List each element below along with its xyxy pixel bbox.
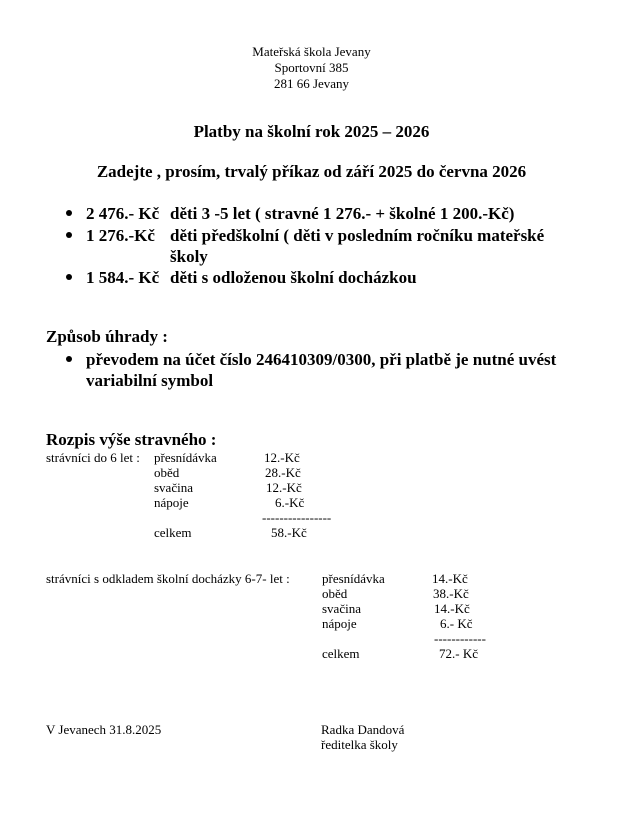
breakdown-heading: Rozpis výše stravného : <box>46 430 217 449</box>
place-date: V Jevanech 31.8.2025 <box>46 722 162 737</box>
meal-price: 6.- Kč <box>440 616 473 631</box>
bullet-icon <box>66 232 72 238</box>
meal-name: nápoje <box>322 616 357 631</box>
meal-name: přesnídávka <box>322 571 385 586</box>
fee-description: děti 3 -5 let ( stravné 1 276.- + školné 1 200.-Kč) <box>170 204 515 223</box>
total-price: 72.- Kč <box>439 646 478 661</box>
meal-price: 38.-Kč <box>433 586 469 601</box>
fee-amount: 1 584.- Kč <box>86 268 160 287</box>
fee-description-continued: školy <box>170 247 208 266</box>
school-city: 281 66 Jevany <box>273 76 350 91</box>
sum-separator: ---------------- <box>262 510 332 525</box>
school-name: Mateřská škola Jevany <box>252 44 371 59</box>
total-label: celkem <box>154 525 192 540</box>
meal-name: svačina <box>322 601 361 616</box>
page-title: Platby na školní rok 2025 – 2026 <box>193 122 430 141</box>
signatory-name: Radka Dandová <box>321 722 405 737</box>
sum-separator: ------------ <box>434 631 486 646</box>
total-label: celkem <box>322 646 360 661</box>
bullet-icon <box>66 356 72 362</box>
bullet-icon <box>66 210 72 216</box>
group-label: strávníci do 6 let : <box>46 450 140 465</box>
bullet-icon <box>66 274 72 280</box>
meal-name: svačina <box>154 480 193 495</box>
meal-price: 12.-Kč <box>266 480 302 495</box>
payment-heading: Způsob úhrady : <box>46 327 168 346</box>
meal-name: oběd <box>322 586 348 601</box>
group-label: strávníci s odkladem školní docházky 6-7- let : <box>46 571 290 586</box>
meal-price: 14.-Kč <box>432 571 468 586</box>
fee-description: děti s odloženou školní docházkou <box>170 268 417 287</box>
fee-amount: 2 476.- Kč <box>86 204 160 223</box>
meal-name: nápoje <box>154 495 189 510</box>
standing-order-note: Zadejte , prosím, trvalý příkaz od září 2025 do června 2026 <box>96 162 527 181</box>
meal-name: oběd <box>154 465 180 480</box>
meal-price: 14.-Kč <box>434 601 470 616</box>
payment-instruction: převodem na účet číslo 246410309/0300, při platbě je nutné uvést <box>86 350 557 369</box>
payment-instruction-continued: variabilní symbol <box>86 371 214 390</box>
school-street: Sportovní 385 <box>274 60 349 75</box>
meal-price: 6.-Kč <box>275 495 305 510</box>
fee-description: děti předškolní ( děti v posledním ročníku mateřské <box>170 226 545 245</box>
signatory-role: ředitelka školy <box>321 737 398 752</box>
total-price: 58.-Kč <box>271 525 307 540</box>
meal-price: 12.-Kč <box>264 450 300 465</box>
meal-price: 28.-Kč <box>265 465 301 480</box>
fee-amount: 1 276.-Kč <box>86 226 155 245</box>
meal-name: přesnídávka <box>154 450 217 465</box>
